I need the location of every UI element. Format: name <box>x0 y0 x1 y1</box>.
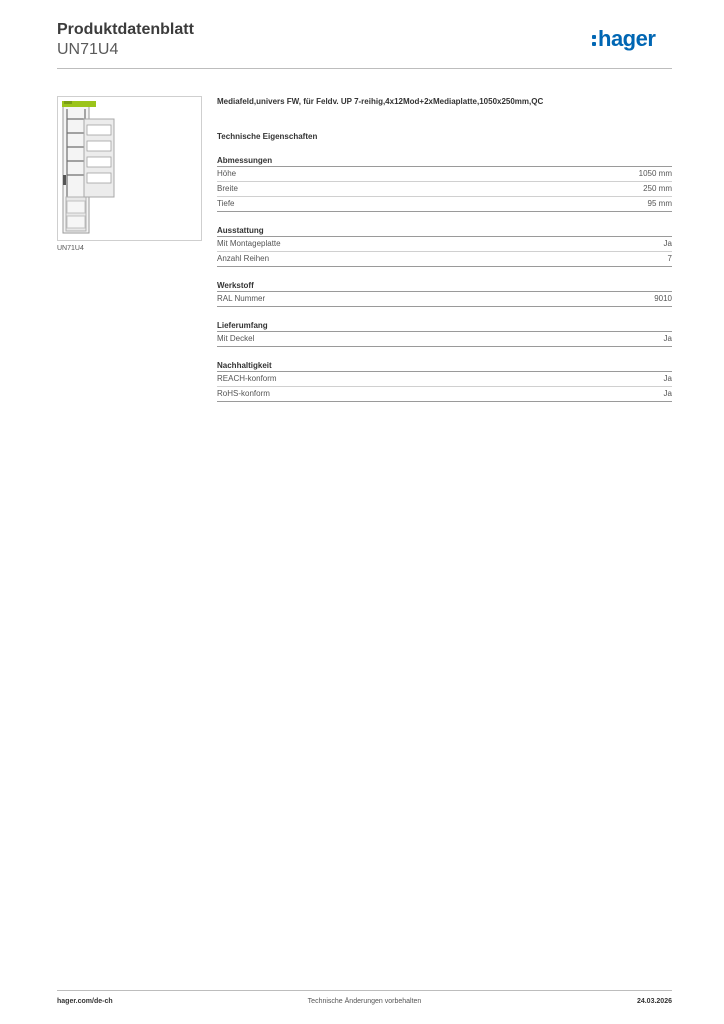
group-title: Ausstattung <box>217 225 672 237</box>
section-heading: Technische Eigenschaften <box>217 132 318 141</box>
image-caption: UN71U4 <box>57 245 84 252</box>
property-label: Tiefe <box>217 199 235 208</box>
product-description: Mediafeld,univers FW, für Feldv. UP 7-reihig,4x12Mod+2xMediaplatte,1050x250mm,QC <box>217 97 544 106</box>
footer-notice: Technische Änderungen vorbehalten <box>307 998 422 1005</box>
property-label: RoHS-konform <box>217 389 270 398</box>
property-row <box>217 292 672 307</box>
group-nachhaltigkeit <box>217 360 672 402</box>
property-label: Höhe <box>217 169 237 178</box>
group-lieferumfang <box>217 320 672 347</box>
property-label: Mit Deckel <box>217 334 255 343</box>
logo-wordmark: hager <box>598 26 656 51</box>
property-label: Mit Montageplatte <box>217 239 281 248</box>
product-code: UN71U4 <box>57 41 119 58</box>
property-value: 7 <box>667 254 672 263</box>
property-row <box>217 182 672 197</box>
footer-date: 24.03.2026 <box>636 998 672 1005</box>
page-title: Produktdatenblatt <box>57 21 194 38</box>
group-werkstoff <box>217 280 672 307</box>
group-title: Nachhaltigkeit <box>217 360 672 372</box>
property-value: 9010 <box>654 294 672 303</box>
product-details <box>217 96 672 402</box>
group-ausstattung <box>217 225 672 267</box>
property-value: 250 mm <box>643 184 672 193</box>
property-row <box>217 252 672 267</box>
group-title: Abmessungen <box>217 155 672 167</box>
page-header <box>57 20 672 60</box>
page-footer <box>57 998 672 1010</box>
property-value: 95 mm <box>647 199 672 208</box>
product-image <box>57 96 202 241</box>
header-divider <box>57 68 672 69</box>
property-value: 1050 mm <box>638 169 672 178</box>
footer-divider <box>57 990 672 991</box>
logo-dots-icon <box>592 35 596 49</box>
group-title: Lieferumfang <box>217 320 672 332</box>
property-label: REACH-konform <box>217 374 277 383</box>
property-row <box>217 167 672 182</box>
property-value: Ja <box>663 334 672 343</box>
hager-logo <box>592 28 672 54</box>
footer-website-link[interactable]: hager.com/de-ch <box>57 998 113 1005</box>
property-label: Anzahl Reihen <box>217 254 270 263</box>
media-panel-illustration-icon <box>58 97 201 240</box>
property-label: Breite <box>217 184 238 193</box>
property-label: RAL Nummer <box>217 294 266 303</box>
property-row <box>217 237 672 252</box>
property-value: Ja <box>663 374 672 383</box>
property-value: Ja <box>663 239 672 248</box>
group-abmessungen <box>217 155 672 212</box>
property-row <box>217 197 672 212</box>
group-title: Werkstoff <box>217 280 672 292</box>
property-row <box>217 372 672 387</box>
property-row <box>217 332 672 347</box>
property-row <box>217 387 672 402</box>
property-value: Ja <box>663 389 672 398</box>
